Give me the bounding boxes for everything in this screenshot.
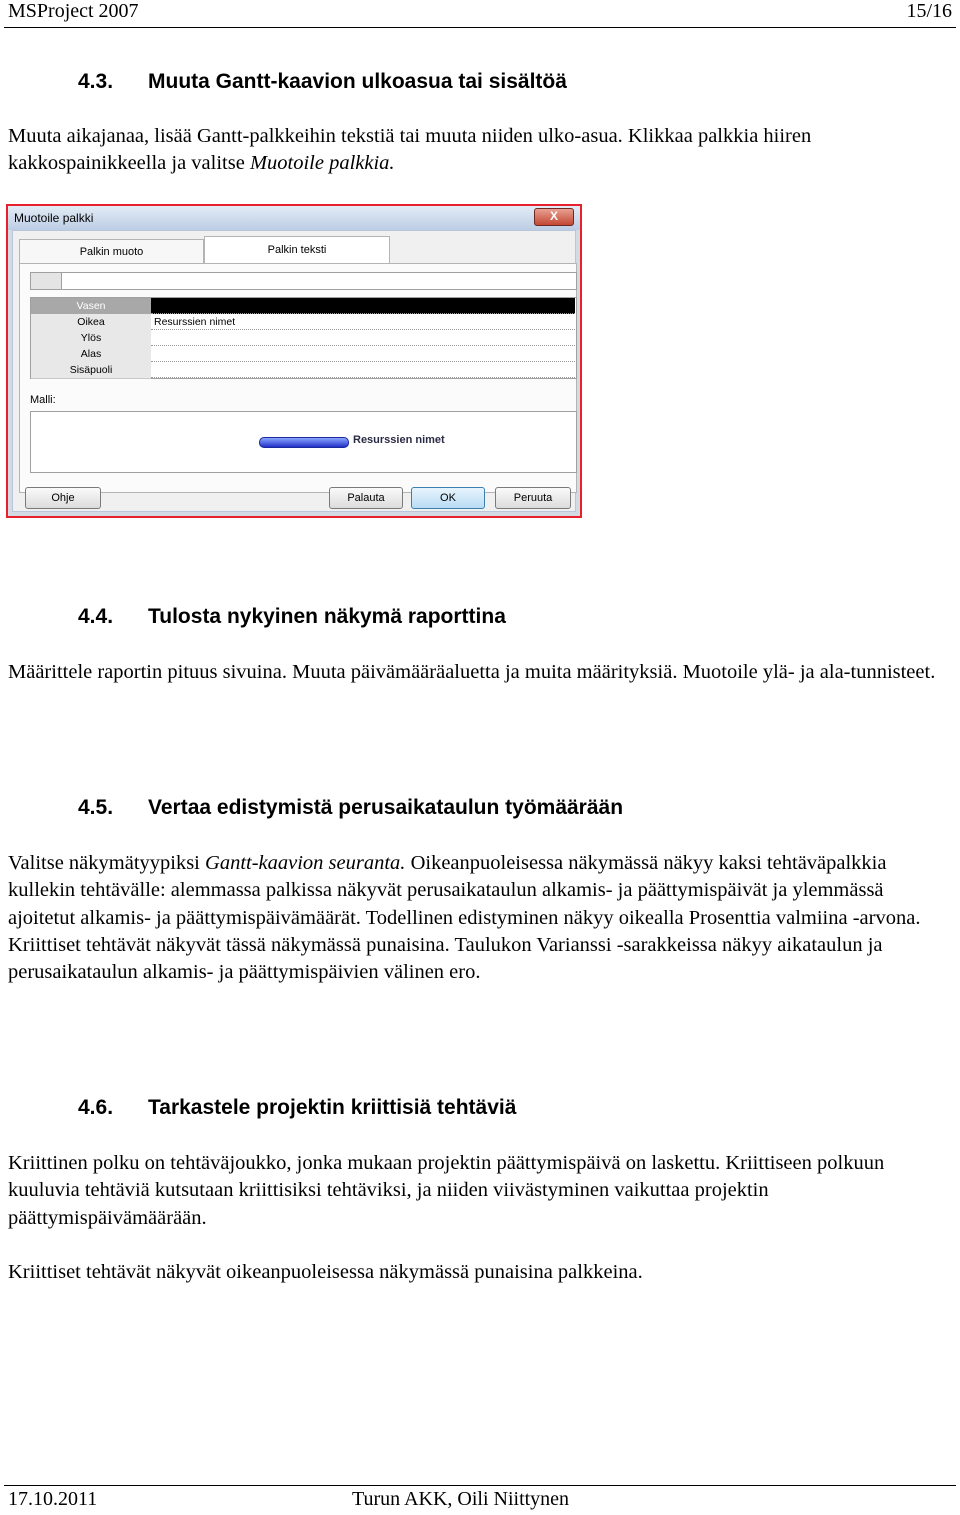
header-rule [4,27,956,28]
bar-text-panel [19,263,577,493]
section-4-6-paragraph: Kriittinen polku on tehtäväjoukko, jonka mukaan projektin päättymispäivä on laskettu. Kriittiseen polkuun kuuluvia tehtäviä kutsutaan kriittisiksi tehtäviksi, ja niiden viivästyminen vaikuttaa projektin päättymispäivämäärään. [8,1152,885,1229]
section-title: Tarkastele projektin kriittisiä tehtäviä [148,1096,517,1119]
grid-row-bottom[interactable] [31,346,576,362]
grid-row-value[interactable] [151,362,575,378]
grid-row-value[interactable] [151,346,575,362]
section-4-5-paragraph [8,850,948,986]
grid-row-label: Alas [31,346,151,363]
para-italic-text: Muotoile palkkia. [249,152,395,175]
section-number: 4.6. [78,1096,114,1119]
tab-bar-text[interactable]: Palkin teksti [204,236,390,264]
para-text: Muuta aikajanaa, lisää Gantt-palkkeihin tekstiä tai muuta niiden ulko-asua. Klikkaa palkkia hiiren kakkospainikkeella ja valitse [8,125,812,175]
reset-button[interactable]: Palauta [329,487,403,509]
page-number: 15/16 [906,0,952,22]
grid-row-value[interactable] [151,330,575,346]
footer-author: Turun AKK, Oili Niittynen [352,1488,570,1510]
ok-button[interactable]: OK [411,487,485,509]
section-number: 4.5. [78,796,114,819]
footer-date: 17.10.2011 [8,1488,98,1510]
grid-row-value[interactable] [151,298,575,314]
para-text: Valitse näkymätyypiksi [8,852,206,874]
para-italic-text: Gantt-kaavion seuranta. [205,852,406,874]
dialog-title: Muotoile palkki [14,211,94,225]
sample-preview [30,411,577,473]
dialog-body [12,230,576,512]
grid-row-value[interactable]: Resurssien nimet [151,314,575,330]
section-heading-4-4 [78,605,506,629]
section-title: Tulosta nykyinen näkymä raporttina [148,605,506,628]
section-number: 4.4. [78,605,114,628]
section-heading-4-3 [78,70,567,94]
gantt-bar-sample [259,437,349,448]
section-title: Muuta Gantt-kaavion ulkoasua tai sisältöä [148,70,567,93]
grid-row-label: Ylös [31,330,151,347]
grid-row-label: Oikea [31,314,151,331]
edit-field-corner [31,273,62,289]
sample-bar-text: Resurssien nimet [353,434,445,446]
help-button[interactable]: Ohje [25,487,101,509]
sample-label: Malli: [30,394,56,406]
section-4-3-paragraph [8,123,948,178]
grid-row-right[interactable] [31,314,576,330]
document-header-title: MSProject 2007 [8,0,139,22]
grid-row-label: Sisäpuoli [31,362,151,379]
tab-bar-shape[interactable]: Palkin muoto [19,239,204,264]
section-4-6-paragraph-2: Kriittiset tehtävät näkyvät oikeanpuoleisessa näkymässä punaisina palkkeina. [8,1261,643,1283]
dialog-titlebar [8,206,580,230]
close-icon[interactable]: X [534,208,574,226]
para-text: Oikeanpuoleisessa näkymässä näkyy kaksi tehtäväpalkkia kullekin tehtävälle: alemmassa palkissa näkyvät perusaikataulun alkamis- ja päättymispäivät ja ylemmässä ajoitetut alkamis- ja päättymispäivämäärät. Todellinen edistyminen näkyy oikealla Prosenttia valmiina -arvona. Kriittiset tehtävät näkyvät tässä näkymässä punaisina. Taulukon Varianssi -sarakkeissa näkyy aikataulun ja perusaikataulun alkamis- ja päättymispäivien välinen ero. [8,852,921,984]
section-number: 4.3. [78,70,114,93]
format-bar-dialog-screenshot [6,204,582,518]
section-heading-4-6 [78,1096,516,1120]
text-position-grid [30,297,577,379]
grid-row-inside[interactable] [31,362,576,378]
grid-row-left[interactable] [31,298,576,314]
section-heading-4-5 [78,796,623,820]
section-4-4-paragraph: Määrittele raportin pituus sivuina. Muuta päivämääräaluetta ja muita määrityksiä. Muotoile ylä- ja ala-tunnisteet. [8,661,936,683]
section-title: Vertaa edistymistä perusaikataulun työmäärään [148,796,624,819]
grid-row-label: Vasen [31,298,151,315]
cancel-button[interactable]: Peruuta [495,487,571,509]
grid-row-top[interactable] [31,330,576,346]
footer-rule [4,1485,956,1486]
edit-field[interactable] [30,272,577,290]
